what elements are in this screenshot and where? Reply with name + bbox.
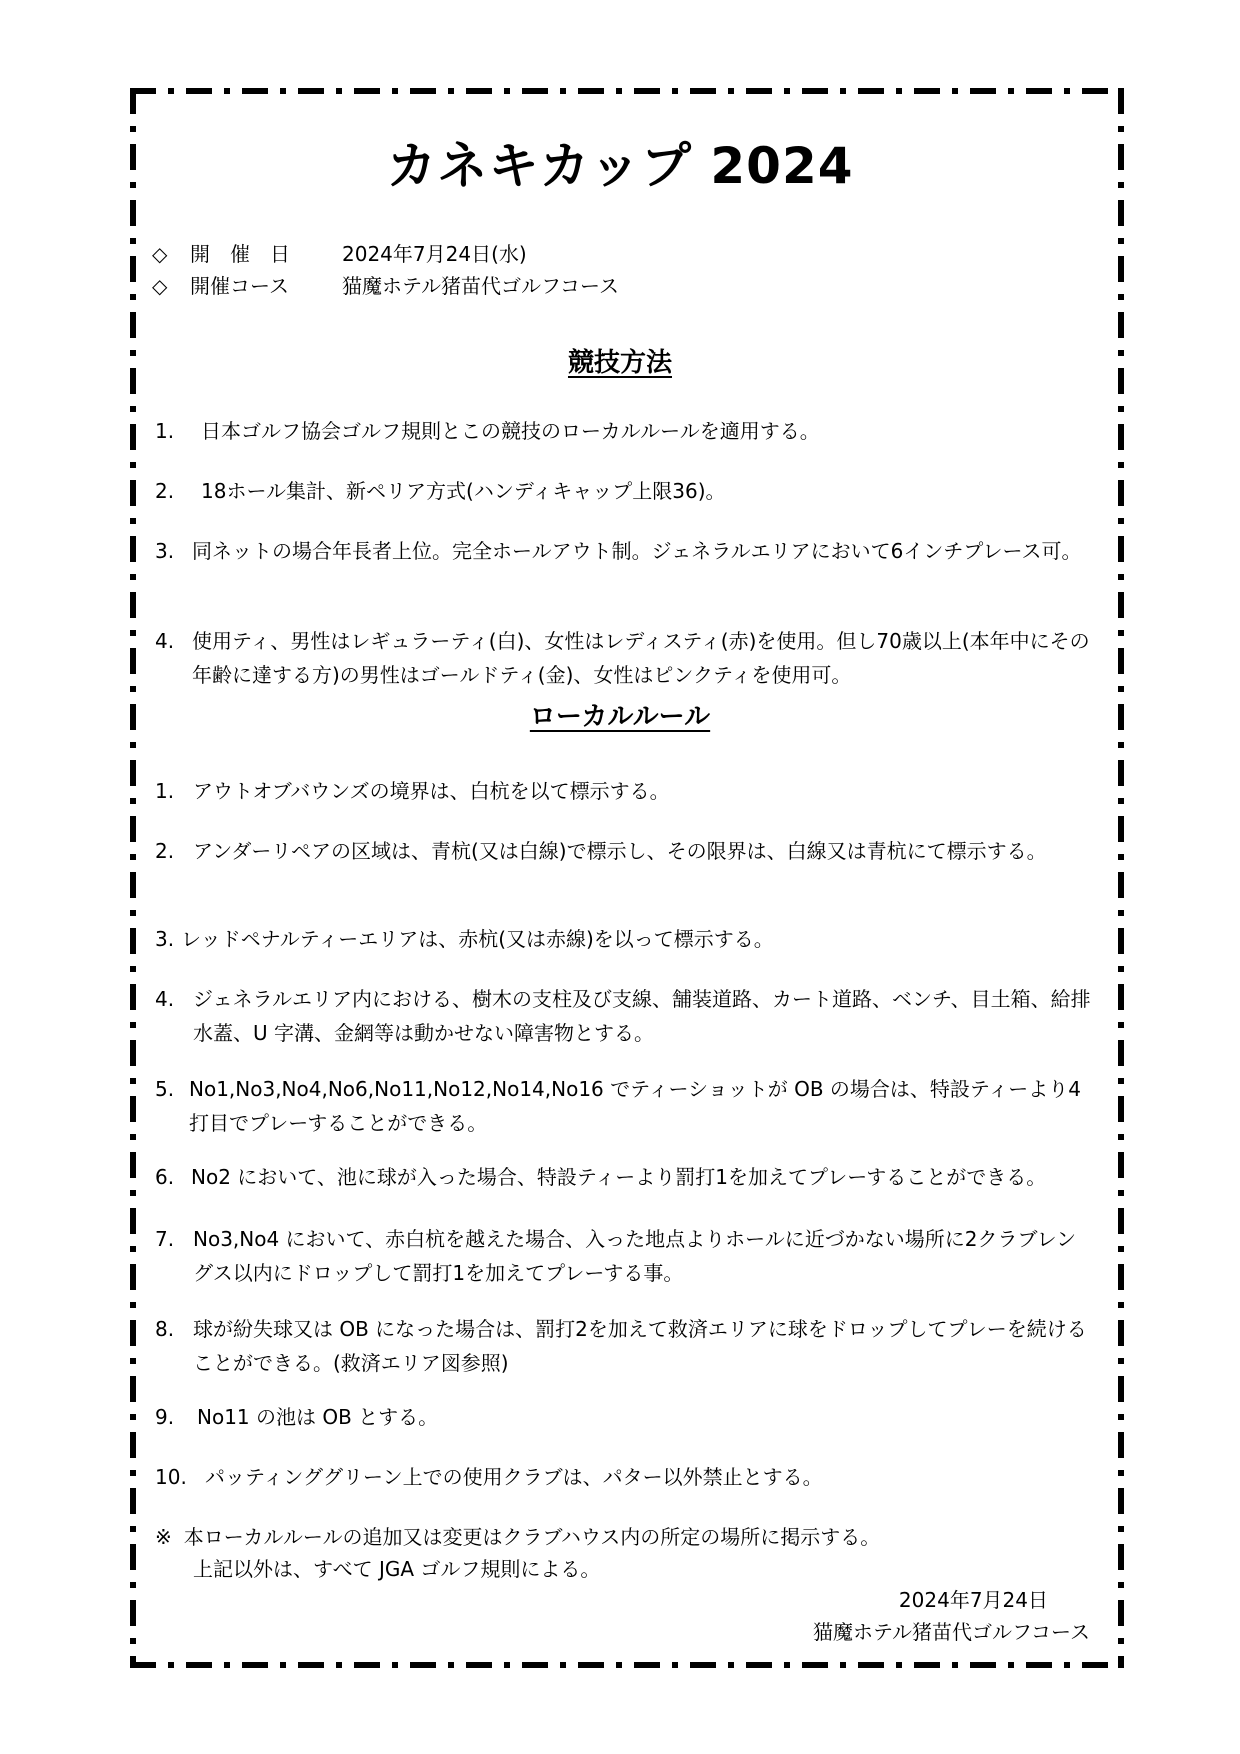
local-rule-item [155, 1072, 1095, 1140]
event-course-row [152, 270, 619, 299]
event-date-label: 開 催 日 [190, 242, 290, 266]
item-number: 9. [155, 1405, 175, 1429]
item-text: アウトオブバウンズの境界は、白杭を以て標示する。 [193, 779, 670, 803]
competition-item [155, 414, 1095, 448]
item-number: 10. [155, 1465, 187, 1489]
item-text: 球が紛失球又は OB になった場合は、罰打2を加えて救済エリアに球をドロップしてプレーを続けることができる。(救済エリア図参照) [193, 1317, 1087, 1375]
local-rule-item [155, 1222, 1095, 1290]
item-number: 6. [155, 1165, 175, 1189]
local-rule-item [155, 834, 1095, 902]
item-number: 1. [155, 779, 175, 803]
signature-organization: 猫魔ホテル猪苗代ゴルフコース [813, 1620, 1090, 1644]
note-text-2: 上記以外は、すべて JGA ゴルフ規則による。 [193, 1557, 601, 1581]
competition-heading: 競技方法 [567, 348, 672, 378]
item-number: 1. [155, 419, 175, 443]
item-number: 4. [155, 987, 175, 1011]
local-rule-item [155, 1312, 1095, 1380]
diamond-icon: ◇ [152, 274, 168, 298]
document-title: カネキカップ 2024 [386, 137, 854, 195]
local-rule-item [155, 774, 1095, 808]
event-course-label: 開催コース [190, 274, 289, 298]
frame-border-bottom [130, 1662, 1124, 1668]
item-number: 2. [155, 479, 175, 503]
item-number: 5. [155, 1077, 175, 1101]
event-date-row [152, 238, 527, 267]
competition-item [155, 534, 1095, 602]
item-text: アンダーリペアの区域は、青杭(又は白線)で標示し、その限界は、白線又は青杭にて標示する。 [193, 839, 1047, 863]
local-rule-item [155, 1160, 1095, 1194]
frame-border-right [1118, 88, 1124, 1668]
frame-border-left [130, 88, 136, 1668]
item-text: No11 の池は OB とする。 [197, 1405, 439, 1429]
item-text: 同ネットの場合年長者上位。完全ホールアウト制。ジェネラルエリアにおいて6インチプレース可。 [192, 539, 1082, 563]
event-date-value: 2024年7月24日(水) [342, 242, 527, 266]
item-number: 4. [155, 629, 175, 653]
note-line-1 [155, 1520, 880, 1554]
item-text: No2 において、池に球が入った場合、特設ティーより罰打1を加えてプレーすることができる。 [191, 1165, 1047, 1189]
signature-date: 2024年7月24日 [898, 1588, 1048, 1612]
note-marker: ※ [155, 1525, 172, 1549]
local-rule-item [155, 922, 1095, 956]
local-rule-item [155, 982, 1095, 1050]
item-text: 使用ティ、男性はレギュラーティ(白)、女性はレディスティ(赤)を使用。但し70歳以上(本年中にその年齢に達する方)の男性はゴールドティ(金)、女性はピンクティを使用可。 [192, 629, 1090, 687]
local-rule-item [155, 1400, 1095, 1434]
item-number: 3. [155, 927, 175, 951]
competition-item [155, 624, 1095, 692]
competition-item [155, 474, 1095, 508]
item-number: 2. [155, 839, 175, 863]
item-text: 日本ゴルフ協会ゴルフ規則とこの競技のローカルルールを適用する。 [201, 419, 820, 443]
diamond-icon: ◇ [152, 242, 168, 266]
event-course-value: 猫魔ホテル猪苗代ゴルフコース [342, 274, 619, 298]
note-text-1: 本ローカルルールの追加又は変更はクラブハウス内の所定の場所に掲示する。 [183, 1525, 881, 1549]
local-rules-heading: ローカルルール [529, 702, 711, 732]
item-text: レッドペナルティーエリアは、赤杭(又は赤線)を以って標示する。 [181, 927, 774, 951]
item-text: ジェネラルエリア内における、樹木の支柱及び支線、舗装道路、カート道路、ベンチ、目土箱、給排水蓋、U 字溝、金網等は動かせない障害物とする。 [193, 987, 1091, 1045]
local-rule-item [155, 1460, 1095, 1494]
item-number: 8. [155, 1317, 175, 1341]
item-text: 18ホール集計、新ペリア方式(ハンディキャップ上限36)。 [201, 479, 726, 503]
item-text: No1,No3,No4,No6,No11,No12,No14,No16 でティーショットが OB の場合は、特設ティーより4打目でプレーすることができる。 [189, 1077, 1082, 1135]
item-number: 3. [155, 539, 175, 563]
item-text: No3,No4 において、赤白杭を越えた場合、入った地点よりホールに近づかない場所に2クラブレングス以内にドロップして罰打1を加えてプレーする事。 [193, 1227, 1077, 1285]
item-text: パッティンググリーン上での使用クラブは、パター以外禁止とする。 [205, 1465, 823, 1489]
frame-border-top [130, 88, 1124, 94]
item-number: 7. [155, 1227, 175, 1251]
